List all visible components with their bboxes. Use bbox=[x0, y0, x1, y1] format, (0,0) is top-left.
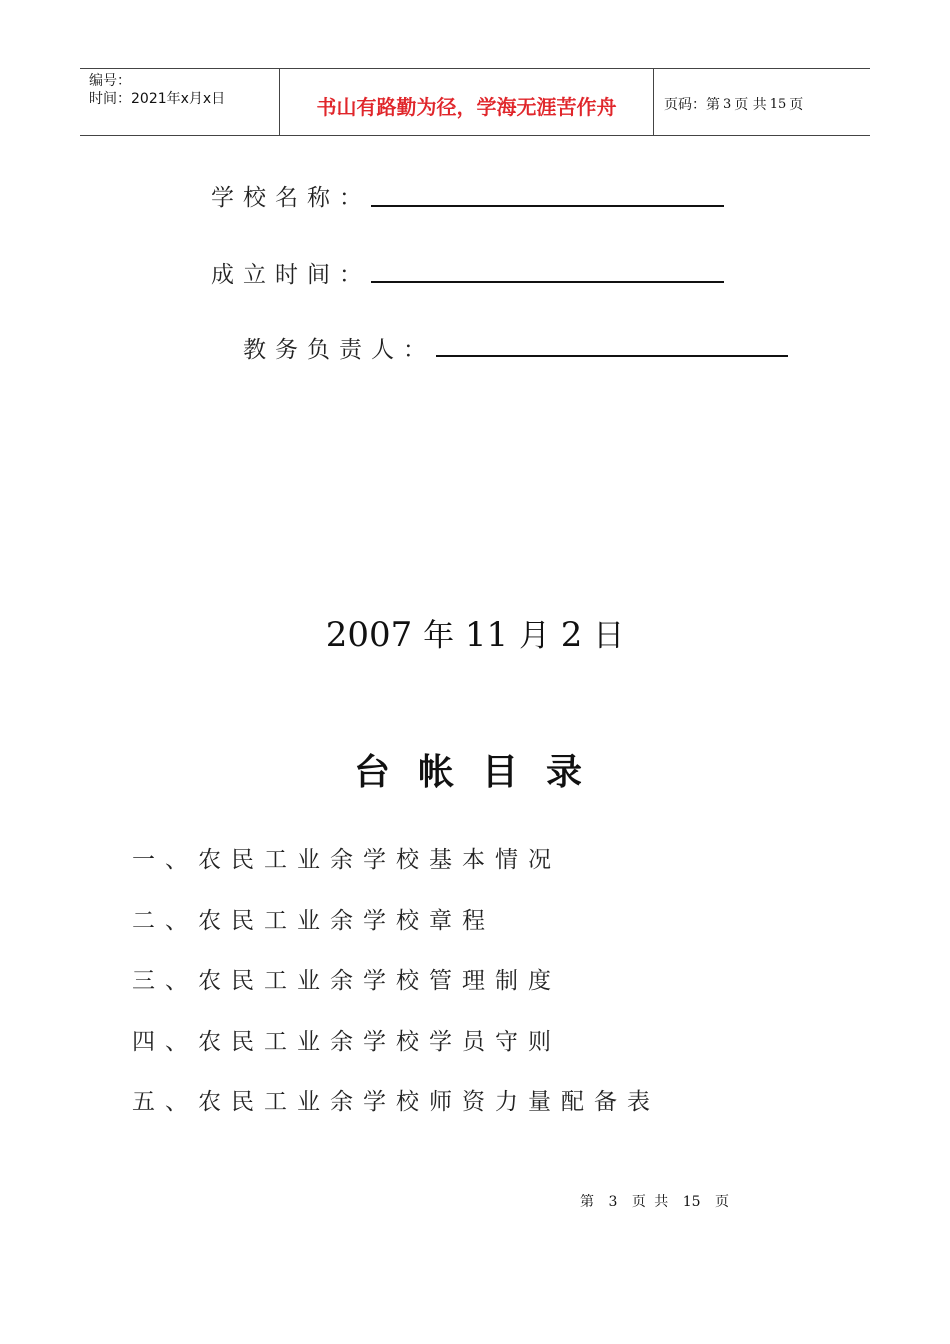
school-name-line[interactable] bbox=[371, 205, 724, 207]
founded-time-line[interactable] bbox=[371, 281, 724, 283]
footer-suffix: 页 bbox=[715, 1194, 730, 1210]
school-name-field bbox=[211, 179, 371, 212]
footer-prefix: 第 bbox=[580, 1194, 594, 1210]
footer-mid: 页 共 bbox=[631, 1194, 669, 1210]
toc-item[interactable]: 三、农民工业余学校管理制度 bbox=[132, 968, 561, 994]
page-total: 15 bbox=[769, 96, 787, 112]
director-line[interactable] bbox=[436, 355, 788, 357]
date-month: 11 bbox=[464, 615, 509, 655]
date-day: 2 bbox=[560, 615, 583, 655]
page-footer bbox=[580, 1191, 735, 1211]
page-suffix: 页 bbox=[789, 97, 804, 113]
date-year-char: 年 bbox=[423, 618, 455, 654]
date-day-char: 日 bbox=[593, 618, 625, 654]
header-meta bbox=[80, 69, 280, 135]
page-header bbox=[80, 68, 870, 136]
director-field bbox=[243, 331, 435, 364]
footer-current: 3 bbox=[608, 1194, 618, 1210]
toc-item[interactable]: 二、农民工业余学校章程 bbox=[132, 907, 495, 934]
page-mid: 页 共 bbox=[734, 97, 767, 113]
toc-list bbox=[132, 842, 660, 1145]
document-date bbox=[0, 610, 950, 655]
date-year: 2007 bbox=[325, 615, 413, 655]
founded-time-label: 成立时间： bbox=[211, 262, 371, 288]
page-current: 3 bbox=[723, 96, 732, 112]
toc-item[interactable]: 四、农民工业余学校学员守则 bbox=[132, 1028, 561, 1055]
footer-total: 15 bbox=[682, 1194, 701, 1210]
date-month-char: 月 bbox=[518, 618, 550, 654]
toc-item[interactable]: 一、农民工业余学校基本情况 bbox=[132, 847, 561, 873]
toc-item[interactable]: 五、农民工业余学校师资力量配备表 bbox=[132, 1089, 660, 1115]
document-time: 时间：2021年x月x日 bbox=[89, 91, 226, 107]
header-page-info bbox=[654, 69, 870, 135]
founded-time-field bbox=[211, 256, 371, 289]
document-number-label: 编号： bbox=[89, 73, 131, 89]
header-motto: 书山有路勤为径，学海无涯苦作舟 bbox=[280, 69, 654, 135]
director-label: 教务负责人： bbox=[243, 337, 435, 363]
toc-title: 台帐目录 bbox=[353, 752, 610, 793]
page-prefix: 页码：第 bbox=[664, 97, 720, 113]
school-name-label: 学校名称： bbox=[211, 185, 371, 211]
